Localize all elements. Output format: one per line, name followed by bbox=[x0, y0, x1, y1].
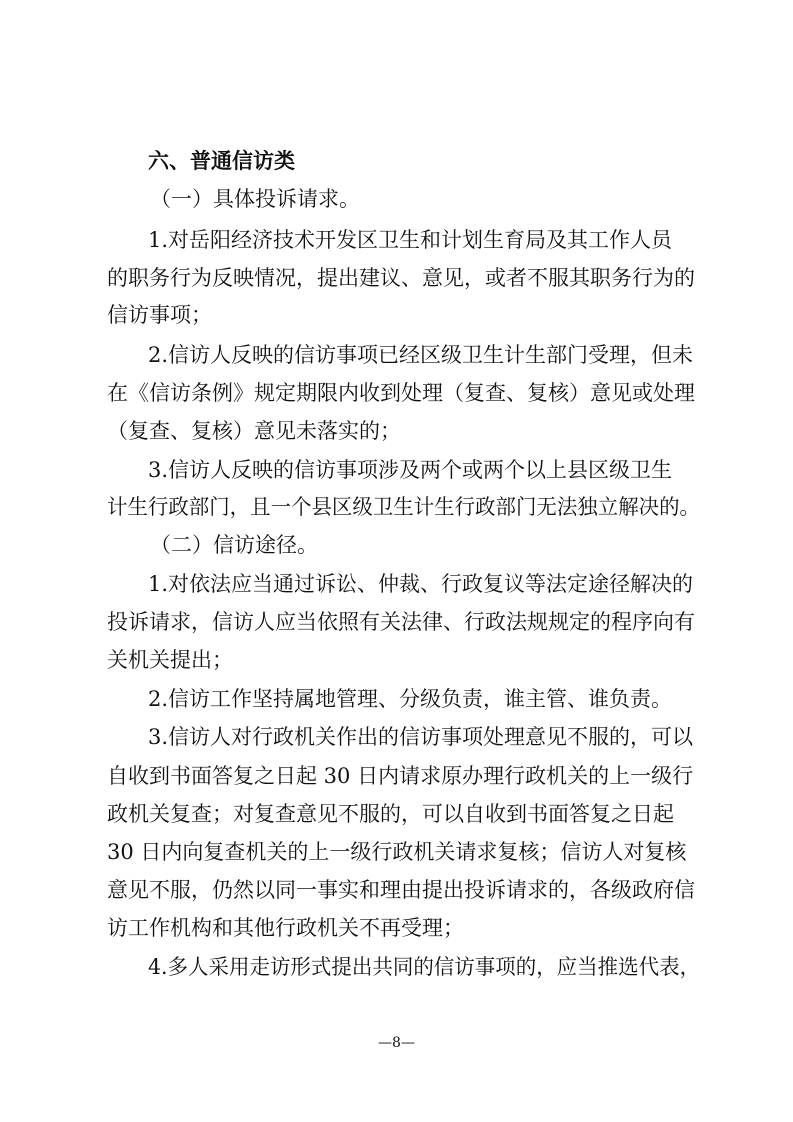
paragraph-line: 4.多人采用走访形式提出共同的信访事项的，应当推选代表， bbox=[148, 955, 701, 979]
paragraph-line: 2.信访工作坚持属地管理、分级负责，谁主管、谁负责。 bbox=[148, 687, 673, 711]
page-number: —8— bbox=[378, 1035, 415, 1051]
paragraph-line: 1.对岳阳经济技术开发区卫生和计划生育局及其工作人员 bbox=[148, 228, 673, 252]
paragraph-line: （复查、复核）意见未落实的； bbox=[107, 419, 401, 443]
subsection-heading-1: （一）具体投诉请求。 bbox=[150, 187, 360, 211]
paragraph-line: 1.对依法应当通过诉讼、仲裁、行政复议等法定途径解决的 bbox=[148, 572, 694, 596]
paragraph-line: 信访事项； bbox=[107, 303, 212, 327]
paragraph-line: 意见不服，仍然以同一事实和理由提出投诉请求的，各级政府信 bbox=[107, 878, 695, 902]
paragraph-line: 政机关复查；对复查意见不服的，可以自收到书面答复之日起 bbox=[107, 802, 674, 826]
paragraph-line: 关机关提出； bbox=[107, 648, 233, 672]
paragraph-line: 的职务行为反映情况，提出建议、意见，或者不服其职务行为的 bbox=[107, 266, 695, 290]
paragraph-line: 在《信访条例》规定期限内收到处理（复查、复核）意见或处理 bbox=[107, 381, 695, 405]
paragraph-line: 30 日内向复查机关的上一级行政机关请求复核；信访人对复核 bbox=[107, 840, 687, 864]
subsection-heading-2: （二）信访途径。 bbox=[150, 533, 318, 557]
paragraph-line: 自收到书面答复之日起 30 日内请求原办理行政机关的上一级行 bbox=[107, 764, 694, 788]
paragraph-line: 计生行政部门，且一个县区级卫生计生行政部门无法独立解决的。 bbox=[107, 495, 700, 519]
paragraph-line: 3.信访人对行政机关作出的信访事项处理意见不服的，可以 bbox=[148, 725, 694, 749]
paragraph-line: 投诉请求，信访人应当依照有关法律、行政法规规定的程序向有 bbox=[107, 610, 695, 634]
paragraph-line: 3.信访人反映的信访事项涉及两个或两个以上县区级卫生 bbox=[148, 458, 673, 482]
section-heading: 六、普通信访类 bbox=[148, 149, 295, 173]
paragraph-line: 2.信访人反映的信访事项已经区级卫生计生部门受理，但未 bbox=[148, 343, 694, 367]
paragraph-line: 访工作机构和其他行政机关不再受理； bbox=[107, 916, 464, 940]
